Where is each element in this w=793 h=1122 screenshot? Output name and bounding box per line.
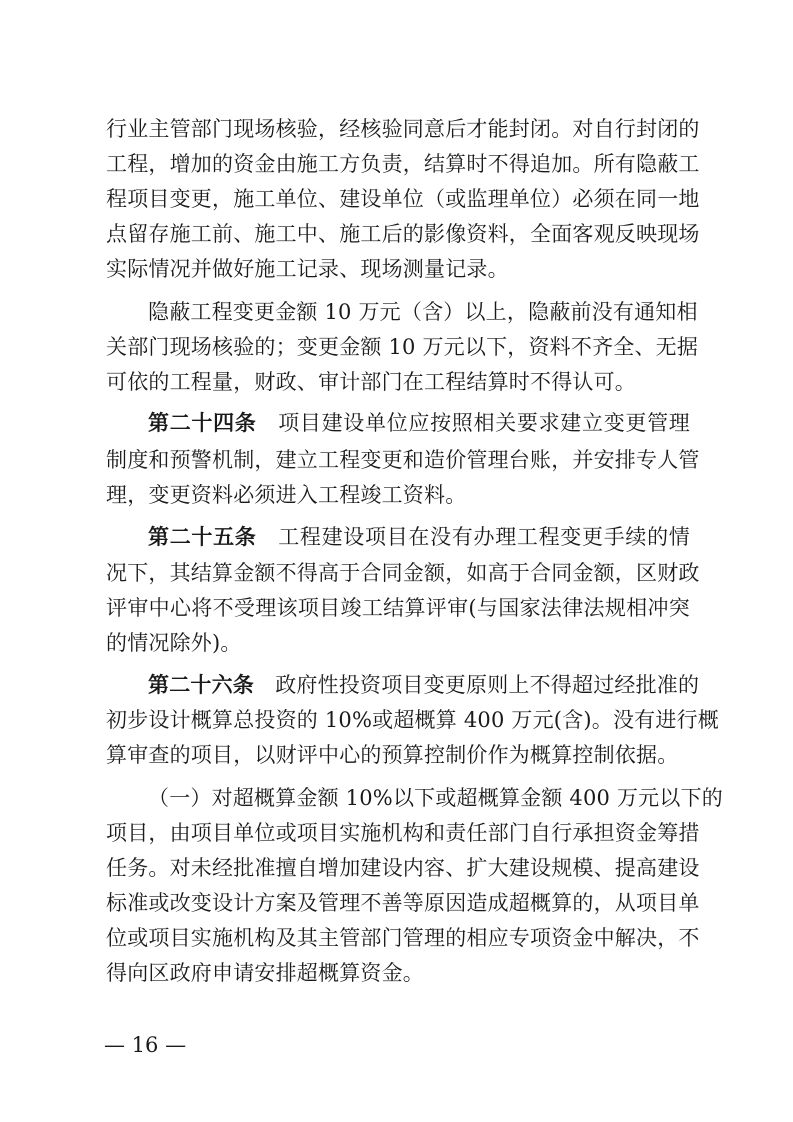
article-heading: 第二十六条 xyxy=(148,672,254,697)
text-line: 行业主管部门现场核验，经核验同意后才能封闭。对自行封闭的 xyxy=(106,117,700,141)
page-number: — 16 — xyxy=(104,1033,187,1057)
text-line: 任务。对未经批准擅自增加建设内容、扩大建设规模、提高建设 xyxy=(106,856,700,880)
text-line: 初步设计概算总投资的 10%或超概算 400 万元(含)。没有进行概 xyxy=(106,708,719,732)
text-line: 制度和预警机制，建立工程变更和造价管理台账，并安排专人管 xyxy=(106,448,700,472)
text-line: 位或项目实施机构及其主管部门管理的相应专项资金中解决，不 xyxy=(106,926,700,950)
article-text: 政府性投资项目变更原则上不得超过经批准的 xyxy=(254,673,700,697)
article-26-line xyxy=(148,670,700,700)
text-line: 可依的工程量，财政、审计部门在工程结算时不得认可。 xyxy=(106,370,636,394)
text-line: （一）对超概算金额 10%以下或超概算金额 400 万元以下的 xyxy=(148,786,723,810)
text-line: 评审中心将不受理该项目竣工结算评审(与国家法律法规相冲突 xyxy=(106,596,690,620)
text-line: 隐蔽工程变更金额 10 万元（含）以上，隐蔽前没有通知相 xyxy=(148,300,698,324)
text-line: 得向区政府申请安排超概算资金。 xyxy=(106,961,424,985)
text-line: 实际情况并做好施工记录、现场测量记录。 xyxy=(106,257,509,281)
text-line: 况下，其结算金额不得高于合同金额，如高于合同金额，区财政 xyxy=(106,561,700,585)
article-text: 项目建设单位应按照相关要求建立变更管理 xyxy=(256,411,690,435)
text-line: 的情况除外)。 xyxy=(106,631,242,655)
text-line: 程项目变更，施工单位、建设单位（或监理单位）必须在同一地 xyxy=(106,187,700,211)
text-line: 点留存施工前、施工中、施工后的影像资料，全面客观反映现场 xyxy=(106,222,700,246)
text-line: 标准或改变设计方案及管理不善等原因造成超概算的，从项目单 xyxy=(106,891,700,915)
text-line: 算审查的项目，以财评中心的预算控制价作为概算控制依据。 xyxy=(106,743,679,767)
text-line: 工程，增加的资金由施工方负责，结算时不得追加。所有隐蔽工 xyxy=(106,152,700,176)
article-heading: 第二十四条 xyxy=(148,410,257,435)
text-line: 理，变更资料必须进入工程竣工资料。 xyxy=(106,483,467,507)
article-heading: 第二十五条 xyxy=(148,524,257,549)
text-line: 关部门现场核验的；变更金额 10 万元以下，资料不齐全、无据 xyxy=(106,335,699,359)
article-24-line xyxy=(148,408,690,438)
article-text: 工程建设项目在没有办理工程变更手续的情 xyxy=(256,525,690,549)
article-25-line xyxy=(148,522,690,552)
text-line: 项目，由项目单位或项目实施机构和责任部门自行承担资金筹措 xyxy=(106,821,700,845)
